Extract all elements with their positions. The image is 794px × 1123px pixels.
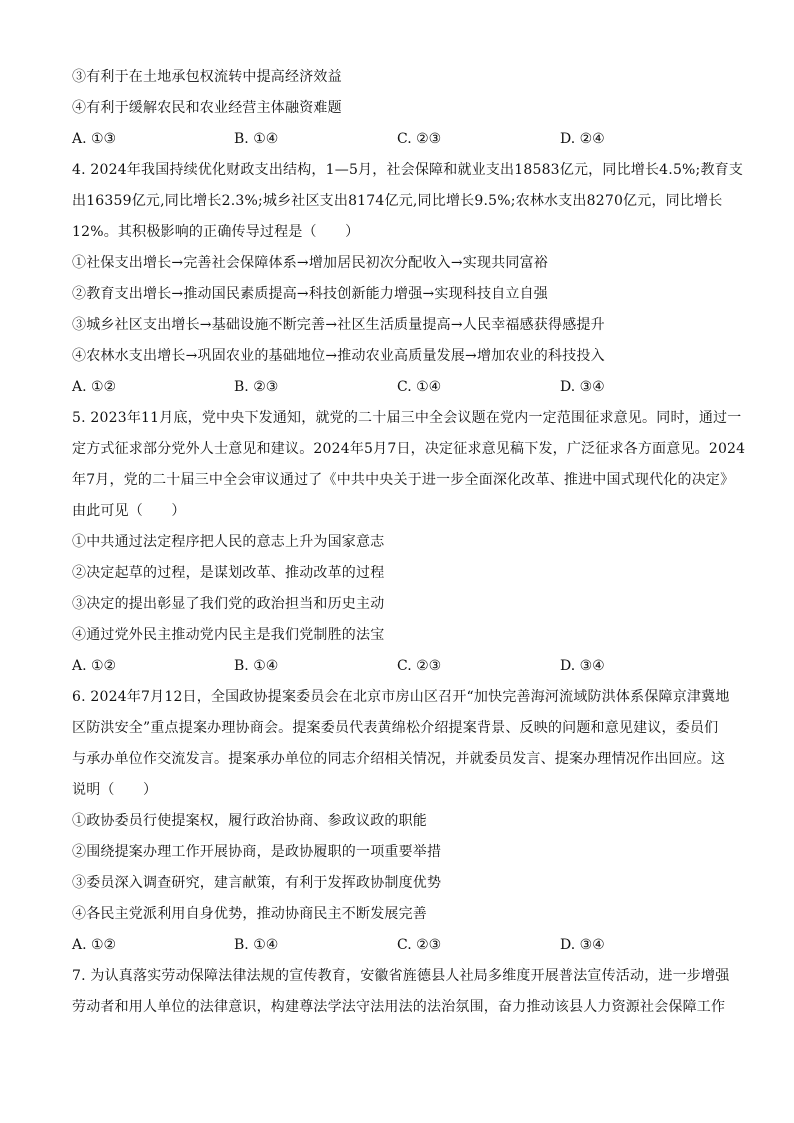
q4-options xyxy=(72,372,722,403)
q6-statement-3: ③委员深入调查研究，建言献策，有利于发挥政协制度优势 xyxy=(72,875,442,891)
q5-statement-4: ④通过党外民主推动党内民主是我们党制胜的法宝 xyxy=(72,627,385,643)
q4-option-d: D. ③④ xyxy=(560,379,605,395)
q6-statement-2: ②围绕提案办理工作开展协商，是政协履职的一项重要举措 xyxy=(72,844,442,860)
q6-option-a: A. ①② xyxy=(72,937,117,953)
q6-statement-4: ④各民主党派利用自身优势，推动协商民主不断发展完善 xyxy=(72,906,427,922)
q5-option-c: C. ②③ xyxy=(397,658,442,674)
q5-statement-3: ③决定的提出彰显了我们党的政治担当和历史主动 xyxy=(72,596,385,612)
q4-option-a: A. ①② xyxy=(72,379,117,395)
q4-option-c: C. ①④ xyxy=(397,379,442,395)
q3-statement-4: ④有利于缓解农民和农业经营主体融资难题 xyxy=(72,100,342,116)
q4-statement-4: ④农林水支出增长→巩固农业的基础地位→推动农业高质量发展→增加农业的科技投入 xyxy=(72,348,605,364)
q7-stem-line: 7. 为认真落实劳动保障法律法规的宣传教育，安徽省旌德县人社局多维度开展普法宣传活动，进一步增强 xyxy=(72,968,730,984)
q4-statement-1: ①社保支出增长→完善社会保障体系→增加居民初次分配收入→实现共同富裕 xyxy=(72,255,548,271)
q5-statement-2: ②决定起草的过程，是谋划改革、推动改革的过程 xyxy=(72,565,385,581)
q4-stem-line: 4. 2024年我国持续优化财政支出结构，1—5月，社会保障和就业支出18583亿元，同比增长4.5%;教育支 xyxy=(72,162,744,178)
q5-options xyxy=(72,651,722,682)
q5-option-b: B. ①④ xyxy=(234,658,279,674)
q6-stem-line: 区防洪安全”重点提案办理协商会。提案委员代表黄绵松介绍提案背景、反映的问题和意见建议，委员们 xyxy=(72,720,719,736)
q5-statement-1: ①中共通过法定程序把人民的意志上升为国家意志 xyxy=(72,534,385,550)
q5-stem-line: 年7月，党的二十届三中全会审议通过了《中共中央关于进一步全面深化改革、推进中国式现代化的决定》 xyxy=(72,472,735,488)
q4-statement-2: ②教育支出增长→推动国民素质提高→科技创新能力增强→实现科技自立自强 xyxy=(72,286,548,302)
q7-stem-line: 劳动者和用人单位的法律意识，构建尊法学法守法用法的法治氛围，奋力推动该县人力资源社会保障工作 xyxy=(72,999,726,1015)
q5-stem-line: 由此可见（ ） xyxy=(72,503,186,519)
q6-stem-line: 与承办单位作交流发言。提案承办单位的同志介绍相关情况，并就委员发言、提案办理情况作出回应。这 xyxy=(72,751,726,767)
q3-option-d: D. ②④ xyxy=(560,131,605,147)
q5-option-a: A. ①② xyxy=(72,658,117,674)
q6-option-c: C. ②③ xyxy=(397,937,442,953)
q4-option-b: B. ②③ xyxy=(234,379,279,395)
q6-stem-line: 6. 2024年7月12日，全国政协提案委员会在北京市房山区召开“加快完善海河流域防洪体系保障京津冀地 xyxy=(72,689,730,705)
q3-option-c: C. ②③ xyxy=(397,131,442,147)
q6-statement-1: ①政协委员行使提案权，履行政治协商、参政议政的职能 xyxy=(72,813,427,829)
q4-stem-line: 出16359亿元,同比增长2.3%;城乡社区支出8174亿元,同比增长9.5%;农林水支出8270亿元，同比增长 xyxy=(72,193,723,209)
q3-option-a: A. ①③ xyxy=(72,131,117,147)
q5-stem-line: 5. 2023年11月底，党中央下发通知，就党的二十届三中全会议题在党内一定范围征求意见。同时，通过一 xyxy=(72,410,742,426)
q4-stem-line: 12%。其积极影响的正确传导过程是（ ） xyxy=(72,224,360,240)
q6-options xyxy=(72,930,722,961)
q3-statement-3: ③有利于在土地承包权流转中提高经济效益 xyxy=(72,69,342,85)
q6-option-b: B. ①④ xyxy=(234,937,279,953)
exam-page xyxy=(72,62,746,1023)
q6-stem-line: 说明（ ） xyxy=(72,782,158,798)
q6-option-d: D. ③④ xyxy=(560,937,605,953)
q5-option-d: D. ③④ xyxy=(560,658,605,674)
q5-stem-line: 定方式征求部分党外人士意见和建议。2024年5月7日，决定征求意见稿下发，广泛征求各方面意见。2024 xyxy=(72,441,746,457)
q3-option-b: B. ①④ xyxy=(234,131,279,147)
q3-options xyxy=(72,124,722,155)
q4-statement-3: ③城乡社区支出增长→基础设施不断完善→社区生活质量提高→人民幸福感获得感提升 xyxy=(72,317,605,333)
